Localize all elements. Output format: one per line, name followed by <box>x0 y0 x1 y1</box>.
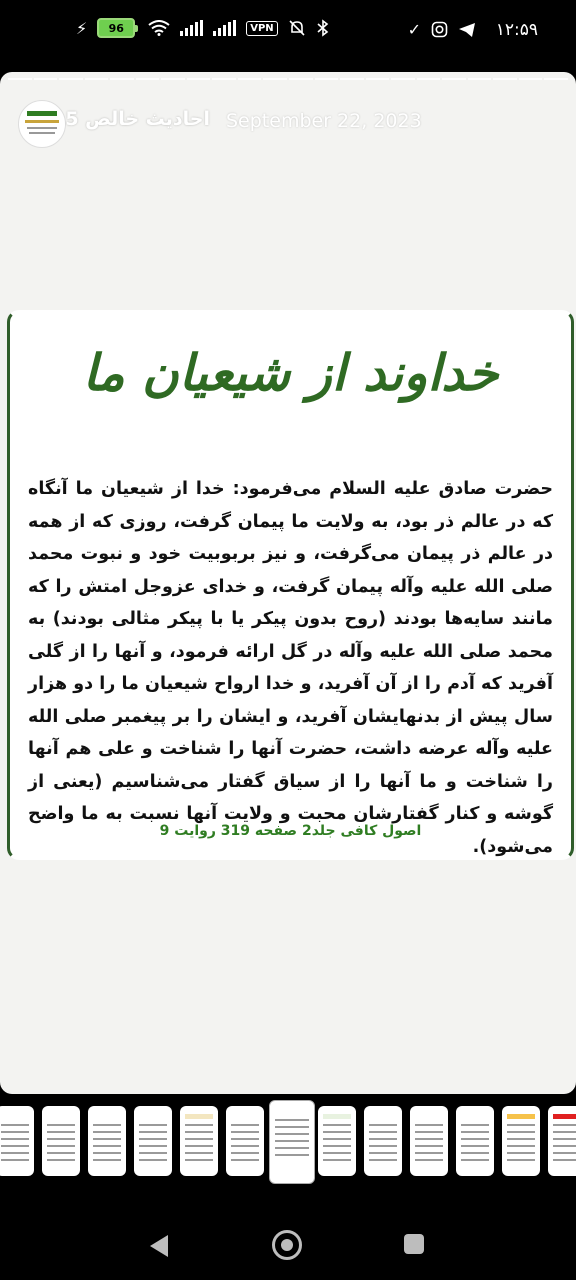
thumbnail-header <box>93 1114 121 1119</box>
thumbnail-text-line <box>185 1152 213 1154</box>
thumbnail-text-line <box>185 1159 213 1161</box>
story-header <box>0 96 576 148</box>
avatar-graphic <box>29 132 55 134</box>
thumbnail-header <box>231 1114 259 1119</box>
story-progress-bar <box>8 78 568 81</box>
thumbnail-text-line <box>139 1131 167 1133</box>
thumbnail-text-line <box>1 1145 29 1147</box>
thumbnail-text-line <box>323 1138 351 1140</box>
story-thumbnail-strip <box>0 1098 576 1184</box>
story-thumbnail[interactable] <box>456 1106 494 1176</box>
progress-segment <box>238 78 262 80</box>
progress-segment <box>289 78 313 80</box>
story-thumbnail[interactable] <box>180 1106 218 1176</box>
thumbnail-text-line <box>461 1159 489 1161</box>
thumbnail-text-line <box>369 1145 397 1147</box>
android-nav-bar <box>0 1186 576 1280</box>
story-thumbnail[interactable] <box>364 1106 402 1176</box>
progress-segment <box>8 78 32 80</box>
thumbnail-text-line <box>369 1159 397 1161</box>
thumbnail-text-line <box>507 1159 535 1161</box>
thumbnail-text-line <box>93 1145 121 1147</box>
avatar-graphic <box>27 127 57 129</box>
wifi-icon <box>148 20 170 36</box>
thumbnail-text-line <box>415 1159 443 1161</box>
thumbnail-text-line <box>275 1147 309 1149</box>
story-thumbnail[interactable] <box>318 1106 356 1176</box>
thumbnail-text-line <box>507 1138 535 1140</box>
hadith-panel <box>7 310 574 860</box>
hadith-source: اصول کافی جلد2 صفحه 319 روایت 9 <box>159 823 422 839</box>
thumbnail-text-line <box>275 1140 309 1142</box>
thumbnail-text-line <box>553 1152 576 1154</box>
story-thumbnail[interactable] <box>548 1106 576 1176</box>
thumbnail-text-line <box>139 1124 167 1126</box>
thumbnail-text-line <box>415 1138 443 1140</box>
signal-icon <box>213 20 236 36</box>
hadith-title: خداوند از شیعیان ما <box>82 343 499 402</box>
recent-apps-icon[interactable] <box>404 1234 424 1254</box>
thumbnail-text-line <box>1 1159 29 1161</box>
thumbnail-header <box>275 1109 309 1114</box>
thumbnail-text-line <box>507 1131 535 1133</box>
story-thumbnail[interactable] <box>269 1100 315 1184</box>
thumbnail-text-line <box>507 1145 535 1147</box>
instagram-icon <box>431 21 448 38</box>
thumbnail-text-line <box>461 1131 489 1133</box>
thumbnail-text-line <box>47 1124 75 1126</box>
thumbnail-text-line <box>47 1159 75 1161</box>
thumbnail-text-line <box>47 1131 75 1133</box>
progress-segment <box>161 78 185 80</box>
battery-level: 96 <box>97 18 135 38</box>
thumbnail-text-line <box>185 1138 213 1140</box>
status-left-icons <box>76 18 330 38</box>
thumbnail-text-line <box>231 1159 259 1161</box>
v-icon: ✓ <box>407 20 421 39</box>
thumbnail-text-line <box>275 1154 309 1156</box>
thumbnail-text-line <box>369 1124 397 1126</box>
progress-segment <box>493 78 517 80</box>
bluetooth-icon <box>316 19 330 37</box>
thumbnail-text-line <box>231 1138 259 1140</box>
thumbnail-header <box>553 1114 576 1119</box>
progress-segment <box>391 78 415 80</box>
progress-segment <box>519 78 543 80</box>
hadith-text: حضرت صادق علیه السلام می‌فرمود: خدا از شیعیان ما آنگاه که در عالم ذر بود، به ولایت ما پیمان گرفت، روزی که از همه در عالم ذر پیمان می‌گرفت، و نیز بربوبیت خود و نبوت محمد صلی الله علیه وآله پیمان گرفت، و خدای عزوجل امتش را که مانند سایه‌ها بودند (روح بدون پیکر یا با پیکر مثالی بودند) به محمد صلی الله علیه وآله در گل ارائه فرمود، و آنها را از گلی آفرید که آدم را از آن آفرید، و خدا ارواح شیعیان ما را دو هزار سال پیش از بدنهایشان آفرید، و ایشان را بر پیغمبر صلی الله علیه وآله عرضه داشت، حضرت آنها را شناخت و علی هم آنها را شناخت و ما آنها را از سیاق گفتار می‌شناسیم (یعنی از گوشه و کنار گفتارشان محبت و ولایت آنها نسبت به ما واضح می‌شود). <box>28 479 553 857</box>
thumbnail-text-line <box>47 1138 75 1140</box>
status-bar <box>0 0 576 64</box>
thumbnail-text-line <box>415 1124 443 1126</box>
thumbnail-header <box>185 1114 213 1119</box>
avatar-graphic <box>25 120 59 123</box>
channel-avatar[interactable] <box>18 100 66 148</box>
progress-segment <box>110 78 134 80</box>
battery-tip <box>135 25 138 32</box>
thumbnail-text-line <box>275 1126 309 1128</box>
thumbnail-header <box>323 1114 351 1119</box>
home-icon[interactable] <box>272 1230 302 1260</box>
thumbnail-text-line <box>47 1152 75 1154</box>
charging-icon: ⚡ <box>76 18 88 38</box>
progress-segment <box>34 78 58 80</box>
progress-segment <box>187 78 211 80</box>
back-icon[interactable] <box>150 1235 168 1257</box>
channel-name[interactable]: احادیث خالص 5 <box>65 108 210 130</box>
story-viewer[interactable] <box>0 72 576 1094</box>
thumbnail-text-line <box>553 1145 576 1147</box>
vpn-icon: VPN <box>246 21 277 36</box>
story-thumbnail[interactable] <box>134 1106 172 1176</box>
thumbnail-text-line <box>553 1138 576 1140</box>
thumbnail-text-line <box>93 1138 121 1140</box>
thumbnail-text-line <box>93 1124 121 1126</box>
progress-segment <box>417 78 441 80</box>
thumbnail-text-line <box>323 1152 351 1154</box>
thumbnail-text-line <box>553 1124 576 1126</box>
thumbnail-header <box>415 1114 443 1119</box>
thumbnail-text-line <box>93 1152 121 1154</box>
battery-indicator <box>97 18 138 38</box>
thumbnail-text-line <box>1 1124 29 1126</box>
progress-segment <box>366 78 390 80</box>
story-thumbnail[interactable] <box>0 1106 34 1176</box>
progress-segment <box>468 78 492 80</box>
thumbnail-header <box>507 1114 535 1119</box>
thumbnail-text-line <box>553 1159 576 1161</box>
thumbnail-text-line <box>231 1124 259 1126</box>
thumbnail-header <box>461 1114 489 1119</box>
thumbnail-text-line <box>139 1152 167 1154</box>
story-thumbnail[interactable] <box>410 1106 448 1176</box>
thumbnail-text-line <box>1 1131 29 1133</box>
story-thumbnail[interactable] <box>88 1106 126 1176</box>
thumbnail-text-line <box>461 1124 489 1126</box>
progress-segment <box>544 78 568 80</box>
thumbnail-text-line <box>461 1145 489 1147</box>
thumbnail-text-line <box>275 1119 309 1121</box>
story-thumbnail[interactable] <box>226 1106 264 1176</box>
progress-segment <box>59 78 83 80</box>
thumbnail-text-line <box>369 1131 397 1133</box>
progress-segment <box>340 78 364 80</box>
thumbnail-header <box>369 1114 397 1119</box>
thumbnail-text-line <box>323 1124 351 1126</box>
progress-segment <box>212 78 236 80</box>
status-right-icons <box>408 20 476 39</box>
thumbnail-text-line <box>415 1152 443 1154</box>
thumbnail-text-line <box>139 1145 167 1147</box>
thumbnail-header <box>1 1114 29 1119</box>
progress-segment <box>315 78 339 80</box>
thumbnail-text-line <box>231 1145 259 1147</box>
thumbnail-text-line <box>1 1152 29 1154</box>
thumbnail-text-line <box>415 1145 443 1147</box>
thumbnail-text-line <box>415 1131 443 1133</box>
thumbnail-text-line <box>185 1131 213 1133</box>
thumbnail-text-line <box>323 1159 351 1161</box>
thumbnail-text-line <box>461 1152 489 1154</box>
progress-segment <box>85 78 109 80</box>
thumbnail-text-line <box>461 1138 489 1140</box>
thumbnail-text-line <box>369 1152 397 1154</box>
thumbnail-text-line <box>553 1131 576 1133</box>
thumbnail-text-line <box>185 1124 213 1126</box>
thumbnail-text-line <box>93 1159 121 1161</box>
mute-icon <box>288 19 306 37</box>
progress-segment <box>136 78 160 80</box>
thumbnail-text-line <box>231 1152 259 1154</box>
signal-icon <box>180 20 203 36</box>
progress-segment <box>263 78 287 80</box>
story-thumbnail[interactable] <box>42 1106 80 1176</box>
thumbnail-text-line <box>1 1138 29 1140</box>
thumbnail-text-line <box>47 1145 75 1147</box>
thumbnail-text-line <box>323 1145 351 1147</box>
thumbnail-text-line <box>369 1138 397 1140</box>
thumbnail-text-line <box>93 1131 121 1133</box>
progress-segment <box>442 78 466 80</box>
thumbnail-text-line <box>507 1124 535 1126</box>
thumbnail-header <box>47 1114 75 1119</box>
thumbnail-text-line <box>231 1131 259 1133</box>
status-time: ۱۲:۵۹ <box>495 20 538 40</box>
thumbnail-text-line <box>507 1152 535 1154</box>
thumbnail-text-line <box>139 1138 167 1140</box>
thumbnail-header <box>139 1114 167 1119</box>
story-date: September 22, 2023 <box>226 110 422 132</box>
telegram-icon <box>458 22 476 38</box>
thumbnail-text-line <box>323 1131 351 1133</box>
thumbnail-text-line <box>275 1133 309 1135</box>
avatar-graphic <box>27 111 57 116</box>
thumbnail-text-line <box>185 1145 213 1147</box>
story-thumbnail[interactable] <box>502 1106 540 1176</box>
thumbnail-text-line <box>139 1159 167 1161</box>
